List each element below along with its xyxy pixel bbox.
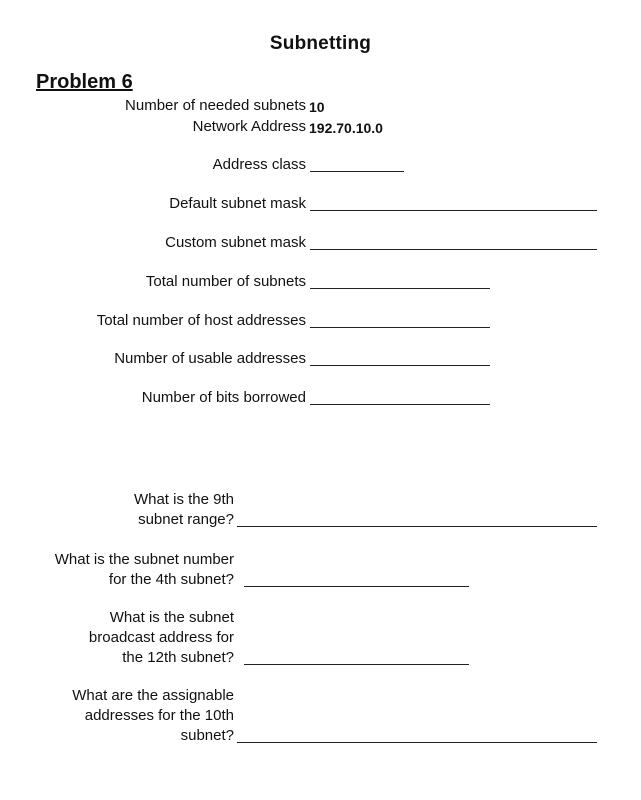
question-line: What are the assignable — [72, 687, 234, 704]
question-line: subnet range? — [138, 511, 234, 528]
default-subnet-mask-blank[interactable] — [310, 210, 597, 211]
usable-addresses-blank[interactable] — [310, 365, 490, 366]
question-4th-subnet-number — [55, 550, 234, 590]
page-title: Subnetting — [269, 33, 372, 54]
question-10th-assignable — [72, 686, 234, 746]
needed-subnets-value: 10 — [309, 99, 325, 115]
usable-addresses-label: Number of usable addresses — [114, 350, 306, 367]
bits-borrowed-label: Number of bits borrowed — [141, 389, 306, 406]
answer-9th-subnet-range-blank[interactable] — [237, 526, 597, 527]
problem-heading: Problem 6 — [36, 71, 133, 93]
custom-subnet-mask-blank[interactable] — [310, 249, 597, 250]
bits-borrowed-blank[interactable] — [310, 404, 490, 405]
custom-subnet-mask-label: Custom subnet mask — [165, 234, 306, 251]
answer-10th-assignable-blank[interactable] — [237, 742, 597, 743]
total-subnets-blank[interactable] — [310, 288, 490, 289]
question-12th-broadcast — [89, 608, 234, 668]
question-line: the 12th subnet? — [122, 649, 234, 666]
default-subnet-mask-label: Default subnet mask — [169, 195, 306, 212]
network-address-label: Network Address — [192, 118, 306, 135]
total-subnets-label: Total number of subnets — [145, 273, 306, 290]
total-host-addresses-blank[interactable] — [310, 327, 490, 328]
question-line: addresses for the 10th — [84, 707, 234, 724]
question-line: What is the subnet number — [54, 551, 234, 568]
question-line: subnet? — [180, 727, 234, 744]
needed-subnets-label: Number of needed subnets — [125, 97, 306, 114]
answer-12th-broadcast-blank[interactable] — [244, 664, 469, 665]
answer-4th-subnet-number-blank[interactable] — [244, 586, 469, 587]
question-9th-subnet-range — [134, 490, 234, 530]
address-class-label: Address class — [212, 156, 306, 173]
question-line: for the 4th subnet? — [108, 571, 234, 588]
question-line: What is the subnet — [109, 609, 234, 626]
total-host-addresses-label: Total number of host addresses — [96, 312, 306, 329]
question-line: broadcast address for — [88, 629, 234, 646]
question-line: What is the 9th — [133, 491, 234, 508]
network-address-value: 192.70.10.0 — [309, 120, 383, 136]
address-class-blank[interactable] — [310, 171, 404, 172]
